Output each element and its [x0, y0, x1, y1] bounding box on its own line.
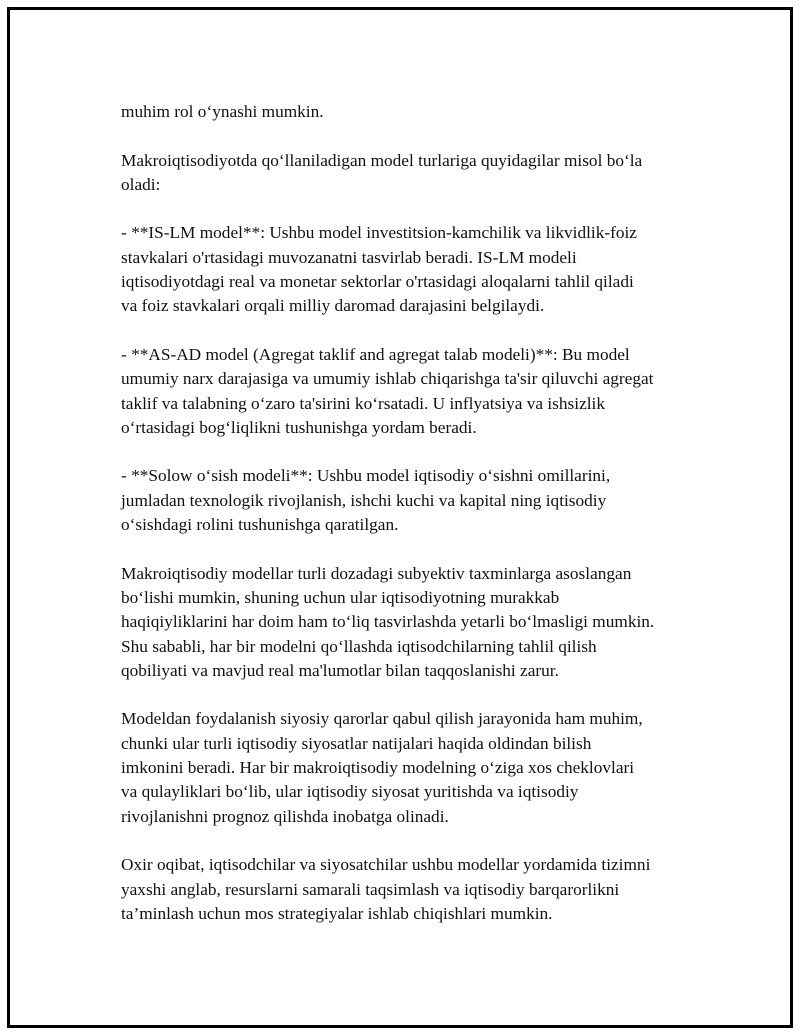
page-frame [7, 7, 793, 1028]
paragraph-conclusion: Oxir oqibat, iqtisodchilar va siyosatchilar ushbu modellar yordamida tizimni yaxshi anglab, resurslarni samarali taqsimlash va iqtisodiy barqarorlikni ta’minlash uchun mos strategiyalar ishlab chiqishlari mumkin. [121, 855, 651, 923]
paragraph-is-lm-model: - **IS-LM model**: Ushbu model investitsion-kamchilik va likvidlik-foiz stavkalari o'rtasidagi muvozanatni tasvirlab beradi. IS-LM modeli iqtisodiyotdagi real va monetar sektorlar o'rtasidagi aloqalarni tahlil qiladi va foiz stavkalari orqali milliy daromad darajasini belgilaydi. [121, 223, 637, 316]
paragraph-model-limitations: Makroiqtisodiy modellar turli dozadagi subyektiv taxminlarga asoslangan bo‘lishi mumkin, shuning uchun ular iqtisodiyotning murakkab haqiqiyliklarini har doim ham to‘liq tasvirlashda yetarli bo‘lmasligi mumkin. Shu sababli, har bir modelni qo‘llashda iqtisodchilarning tahlil qilish qobiliyati va mavjud real ma'lumotlar bilan taqqoslanishi zarur. [121, 563, 655, 680]
paragraph-solow-model: - **Solow o‘sish modeli**: Ushbu model iqtisodiy o‘sishni omillarini, jumladan texnologik rivojlanish, ishchi kuchi va kapital ning iqtisodiy o‘sishdagi rolini tushunishga qaratilgan. [121, 466, 611, 535]
paragraph-continuation: muhim rol o‘ynashi mumkin. [121, 102, 324, 121]
document-body [121, 100, 711, 950]
paragraph-as-ad-model: - **AS-AD model (Agregat taklif and agregat talab modeli)**: Bu model umumiy narx darajasiga va umumiy ishlab chiqarishga ta'sir qiluvchi agregat taklif va talabning o‘zaro ta'sirini ko‘rsatadi. U inflyatsiya va ishsizlik o‘rtasidagi bog‘liqlikni tushunishga yordam beradi. [121, 344, 654, 437]
paragraph-model-types-intro: Makroiqtisodiyotda qo‘llaniladigan model turlariga quyidagilar misol bo‘la oladi: [121, 150, 643, 194]
paragraph-policy-use: Modeldan foydalanish siyosiy qarorlar qabul qilish jarayonida ham muhim, chunki ular turli iqtisodiy siyosatlar natijalari haqida oldindan bilish imkonini beradi. Har bir makroiqtisodiy modelning o‘ziga xos cheklovlari va qulayliklari bo‘lib, ular iqtisodiy siyosat yuritishda va iqtisodiy rivojlanishni prognoz qilishda inobatga olinadi. [121, 709, 643, 826]
